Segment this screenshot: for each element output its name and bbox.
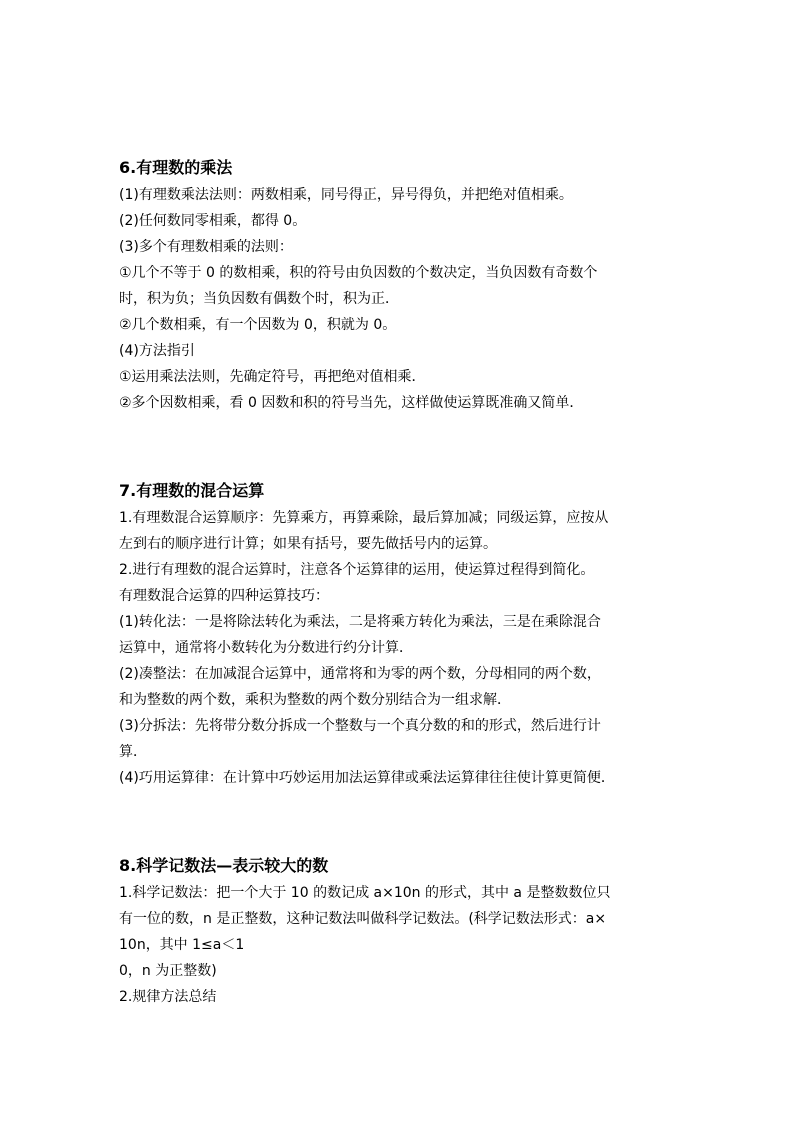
section-mixed-operations [119,480,689,791]
section-title: 8.科学记数法—表示较大的数 [119,856,329,875]
text-line: 算． [119,744,147,760]
text-line: 和为整数的两个数，乘积为整数的两个数分别结合为一组求解． [119,692,511,708]
text-line: 1.有理数混合运算顺序：先算乘方，再算乘除，最后算加减；同级运算，应按从 [119,510,609,526]
text-line: 有一位的数，n 是正整数，这种记数法叫做科学记数法。(科学记数法形式：a× [119,911,607,927]
text-line: 有理数混合运算的四种运算技巧： [119,588,329,604]
text-line: (2)任何数同零相乘，都得 0。 [119,213,307,229]
section-title: 6.有理数的乘法 [119,158,233,177]
text-line: (3)分拆法：先将带分数分拆成一个整数与一个真分数的和的形式，然后进行计 [119,718,601,734]
text-line: 0，n 为正整数) [119,963,217,979]
text-line: (3)多个有理数相乘的法则： [119,239,293,255]
text-line: 2.规律方法总结 [119,989,217,1005]
text-line: ①几个不等于 0 的数相乘，积的符号由负因数的个数决定，当负因数有奇数个 [119,265,598,281]
text-line: 左到右的顺序进行计算；如果有括号，要先做括号内的运算。 [119,536,497,552]
text-line: (4)巧用运算律：在计算中巧妙运用加法运算律或乘法运算律往往使计算更简便． [119,770,615,786]
section-scientific-notation [119,855,689,1010]
text-line: (2)凑整法：在加减混合运算中，通常将和为零的两个数，分母相同的两个数， [119,666,601,682]
text-line: (4)方法指引 [119,343,195,359]
text-line: ①运用乘法法则，先确定符号，再把绝对值相乘． [119,369,426,385]
text-line: (1)转化法：一是将除法转化为乘法，二是将乘方转化为乘法，三是在乘除混合 [119,614,601,630]
text-line: (1)有理数乘法法则：两数相乘，同号得正，异号得负，并把绝对值相乘。 [119,187,573,203]
text-line: 时，积为负；当负因数有偶数个时，积为正． [119,291,399,307]
section-rational-multiplication [119,157,689,416]
section-title: 7.有理数的混合运算 [119,481,265,500]
text-line: 2.进行有理数的混合运算时，注意各个运算律的运用，使运算过程得到简化。 [119,562,595,578]
text-line: 10n，其中 1≤a＜1 [119,937,245,953]
text-line: ②多个因数相乘，看 0 因数和积的符号当先，这样做使运算既准确又简单． [119,395,584,411]
text-line: 运算中，通常将小数转化为分数进行约分计算． [119,640,413,656]
text-line: ②几个数相乘，有一个因数为 0，积就为 0。 [119,317,397,333]
text-line: 1.科学记数法：把一个大于 10 的数记成 a×10n 的形式，其中 a 是整数数位只 [119,885,611,901]
